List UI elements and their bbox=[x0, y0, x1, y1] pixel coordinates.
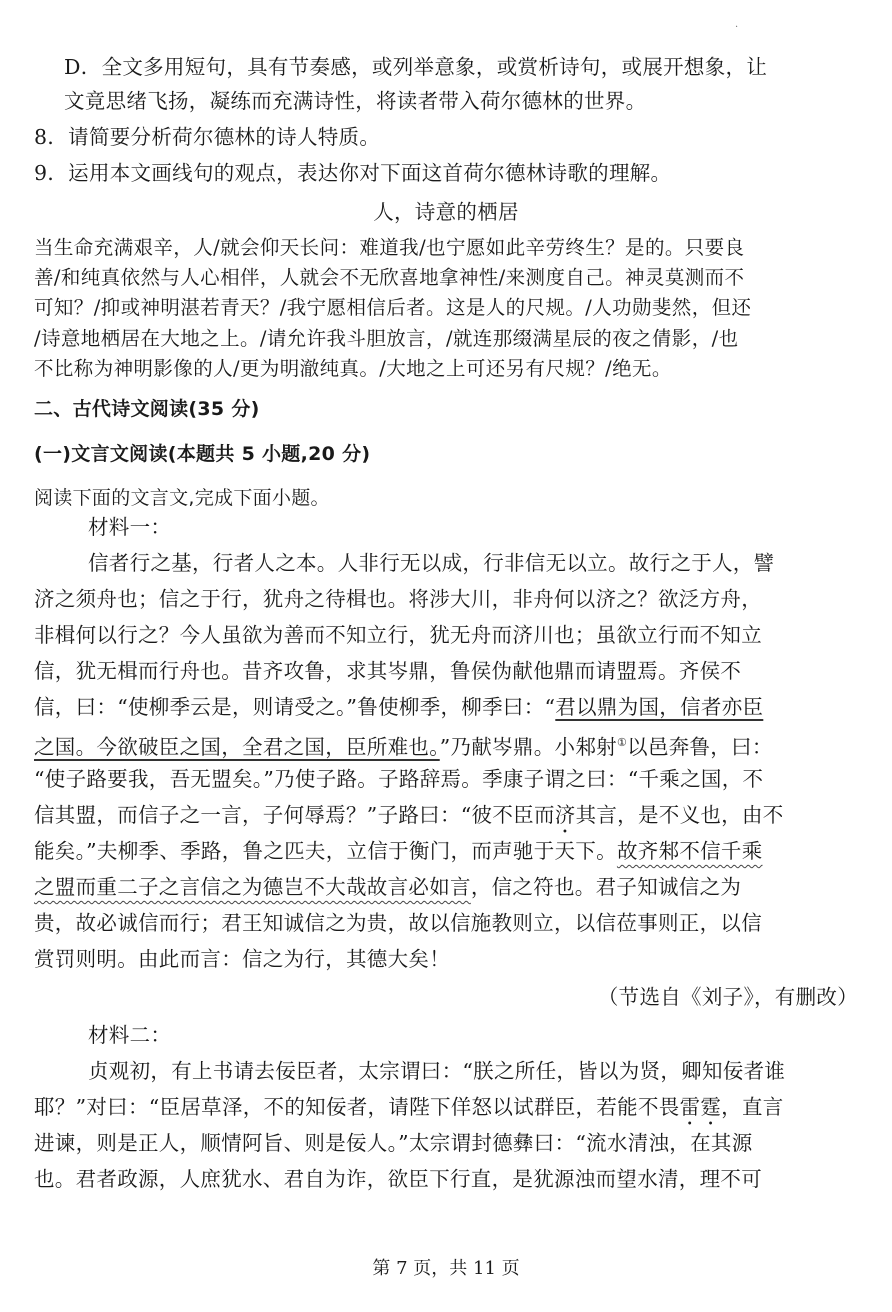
reading-instruction: 阅读下面的文言文,完成下面小题。 bbox=[34, 487, 330, 509]
question-9: 9．运用本文画线句的观点，表达你对下面这首荷尔德林诗歌的理解。 bbox=[34, 161, 672, 185]
material-1-line-3: 非楫何以行之？今人虽欲为善而不知立行，犹无舟而济川也；虽欲立行而不知立 bbox=[34, 623, 762, 647]
text-segment: 信，曰：“使柳季云是，则请受之。”鲁使柳季，柳季曰：“ bbox=[34, 695, 556, 719]
material-2-label: 材料二： bbox=[88, 1023, 172, 1047]
text-segment: ，信之符也。君子知诚信之为 bbox=[470, 875, 742, 899]
material-1-line-7: “使子路要我，吾无盟矣。”乃使子路。子路辞焉。季康子谓之曰：“千乘之国，不 bbox=[34, 767, 764, 791]
footnote-marker: ① bbox=[616, 736, 628, 749]
page-footer: 第 7 页，共 11 页 bbox=[372, 1258, 520, 1279]
wavy-underlined-sentence: 故齐邾不信千乘 bbox=[616, 839, 763, 863]
material-1-line-2: 济之须舟也；信之于行，犹舟之待楫也。将涉大川，非舟何以济之？欲泛方舟， bbox=[34, 587, 762, 611]
material-1-line-12: 赏罚则明。由此而言：信之为行，其德大矣！ bbox=[34, 947, 450, 971]
section-heading: 二、古代诗文阅读(35 分) bbox=[34, 398, 260, 420]
poem-line-5: 不比称为神明影像的人/更为明澈纯真。/大地之上可还另有尺规？/绝无。 bbox=[34, 357, 672, 380]
text-segment: 以邑奔鲁，曰： bbox=[627, 734, 773, 759]
poem-title: 人，诗意的栖居 bbox=[373, 200, 519, 224]
dotted-word: 雷霆 bbox=[679, 1095, 722, 1119]
text-segment: 其言，是不义也，由不 bbox=[575, 803, 784, 827]
dotted-word: 济 bbox=[554, 803, 576, 827]
material-2-line-4: 也。君者政源，人庶犹水、君自为诈，欲臣下行直，是犹源浊而望水清，理不可 bbox=[34, 1167, 762, 1191]
material-1-line-4: 信，犹无楫而行舟也。昔齐攻鲁，求其岑鼎，鲁侯伪献他鼎而请盟焉。齐侯不 bbox=[34, 659, 742, 683]
text-segment: 耶？”对曰：“臣居草泽，不的知佞者，请陛下佯怒以试群臣，若能不畏 bbox=[34, 1095, 680, 1119]
material-1-line-1: 信者行之基，行者人之本。人非行无以成，行非信无以立。故行之于人，譬 bbox=[88, 551, 775, 575]
material-1-line-9 bbox=[34, 836, 864, 866]
underlined-sentence: 君以鼎为国，信者亦臣 bbox=[555, 695, 764, 719]
poem-line-1: 当生命充满艰辛，人/就会仰天长问：难道我/也宁愿如此辛劳终生？是的。只要良 bbox=[34, 236, 745, 259]
text-segment: 信其盟，而信子之一言，子何辱焉？”子路曰：“彼不臣而 bbox=[34, 803, 555, 827]
material-1-line-10 bbox=[34, 872, 864, 902]
material-1-line-6 bbox=[34, 728, 864, 762]
question-8: 8．请简要分析荷尔德林的诗人特质。 bbox=[34, 125, 381, 149]
material-1-line-5 bbox=[34, 692, 864, 722]
material-2-line-2 bbox=[34, 1092, 864, 1130]
text-segment: 能矣。”夫柳季、季路，鲁之匹夫，立信于衡门，而声驰于天下。 bbox=[34, 839, 617, 863]
poem-line-4: /诗意地栖居在大地之上。/请允许我斗胆放言，/就连那缀满星辰的夜之倩影，/也 bbox=[34, 327, 739, 350]
text-segment: ”乃献岑鼎。小邾射 bbox=[439, 734, 617, 759]
material-1-source: （节选自《刘子》，有删改） bbox=[597, 985, 858, 1009]
option-d-line2: 文竟思绪飞扬，凝练而充满诗性，将读者带入荷尔德林的世界。 bbox=[64, 89, 647, 113]
underlined-sentence: 之国。今欲破臣之国，全君之国，臣所难也。 bbox=[34, 734, 440, 759]
material-2-line-3: 进谏，则是正人，顺情阿旨、则是佞人。”太宗谓封德彝曰：“流水清浊，在其源 bbox=[34, 1131, 753, 1155]
material-2-line-1: 贞观初，有上书请去佞臣者，太宗谓曰：“朕之所任，皆以为贤，卿知佞者谁 bbox=[88, 1059, 786, 1083]
material-1-line-11: 贵，故必诚信而行；君王知诚信之为贵，故以信施教则立，以信莅事则正，以信 bbox=[34, 911, 762, 935]
poem-line-2: 善/和纯真依然与人心相伴，人就会不无欣喜地拿神性/来测度自己。神灵莫测而不 bbox=[34, 266, 745, 289]
material-1-label: 材料一： bbox=[88, 515, 172, 539]
poem-line-3: 可知？/抑或神明湛若青天？/我宁愿相信后者。这是人的尺规。/人功勋斐然，但还 bbox=[34, 296, 752, 319]
wavy-underlined-sentence: 之盟而重二子之言信之为德岂不大哉故言必如言 bbox=[34, 875, 471, 899]
section-subheading: (一)文言文阅读(本题共 5 小题,20 分) bbox=[34, 443, 371, 465]
scan-mark: · bbox=[735, 22, 739, 33]
text-segment: ，直言 bbox=[721, 1095, 784, 1119]
material-1-line-8 bbox=[34, 800, 864, 838]
option-d-line1: D．全文多用短句，具有节奏感，或列举意象，或赏析诗句，或展开想象，让 bbox=[64, 55, 768, 79]
